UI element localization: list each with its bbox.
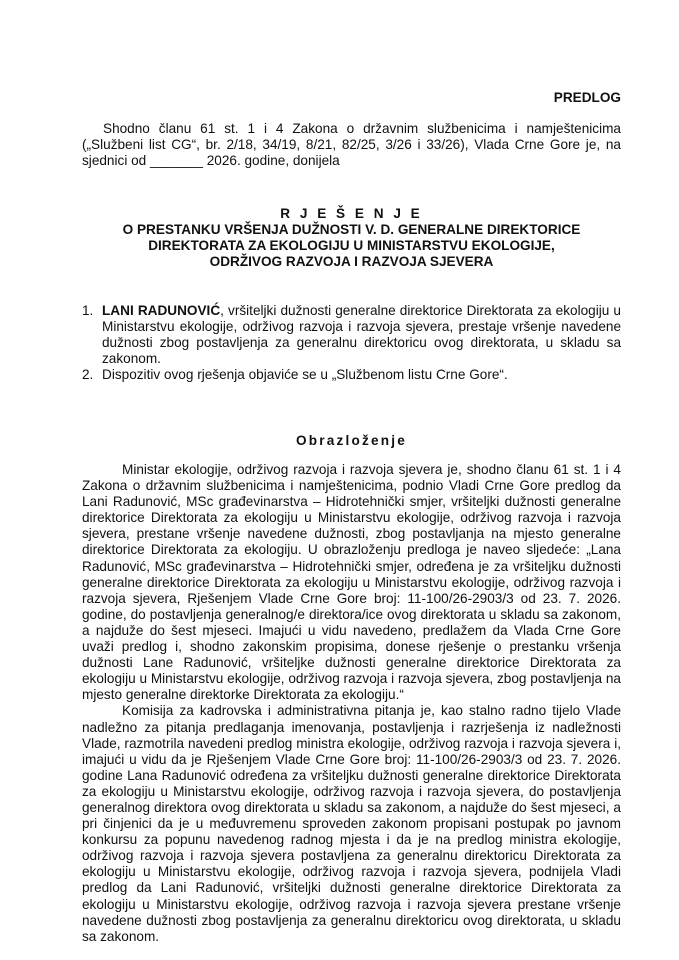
decision-items xyxy=(82,303,621,383)
explanation-paragraph-2: Komisija za kadrovska i administrativna pitanja je, kao stalno radno tijelo Vlade nadležno za pitanja predlaganja imenovanja, postavljenja i razrješenja iz nadležnosti Vlade, razmotrila navedeni predlog ministra ekologije, održivog razvoja i razvoja sjevera i, imajući u vidu da je Rješenjem Vlade Crne Gore broj: 11-100/26-2903/3 od 23. 7. 2026. godine Lana Radunović određena za vršiteljku dužnosti generalne direktorice Direktorata za ekologiju u Ministarstvu ekologije, održivog razvoja i razvoja sjevera, do postavljenja generalnog direktora ovog direktorata u skladu sa zakonom, a najduže do šest mjeseci, a pri činjenici da je u međuvremenu sproveden zakonom propisani postupak po javnom konkursu za popunu navedenog radnog mjesta i da je na predlog ministra ekologije, održivog razvoja i razvoja sjevera postavljena za generalnu direktoricu Direktorata za ekologiju u Ministarstvu ekologije, održivog razvoja i razvoja sjevera, podnijela Vladi predlog da Lani Radunović, vršiteljki dužnosti generalne direktorice Direktorata za ekologiju u Ministarstvu ekologije, održivog razvoja i razvoja sjevera prestane vršenje navedene dužnosti zbog postavljenja za generalnu direktoricu ovog direktorata, u skladu sa zakonom. xyxy=(82,703,621,944)
item-number: 2. xyxy=(82,367,94,383)
decision-item-1 xyxy=(82,303,621,367)
person-name: LANI RADUNOVIĆ xyxy=(102,303,221,318)
title-line-1: R J E Š E N J E xyxy=(280,206,423,221)
explanation-title: Obrazloženje xyxy=(295,433,407,448)
title-line-2: O PRESTANKU VRŠENJA DUŽNOSTI V. D. GENERALNE DIREKTORICE xyxy=(122,222,581,237)
item-text: , vršiteljki dužnosti generalne direktorice Direktorata za ekologiju u Ministarstvu ekologije, održivog razvoja i razvoja sjevera, prestaje vršenje navedene dužnosti zbog postavljenja za generalnu direktoricu ovog direktorata, u skladu sa zakonom. xyxy=(102,303,621,367)
decision-item-2 xyxy=(82,367,621,383)
explanation-paragraph-1: Ministar ekologije, održivog razvoja i razvoja sjevera je, shodno članu 61 st. 1 i 4 Zakona o državnim službenicima i namještenicima, podnio Vladi Crne Gore predlog da Lani Radunović, MSc građevinarstva – Hidrotehnički smjer, vršiteljki dužnosti generalne direktorice Direktorata za ekologiju u Ministarstvu ekologije, održivog razvoja i razvoja sjevera, prestane vršenje navedene dužnosti, zbog postavljanja na mjesto generalne direktorice Direktorata za ekologiju. U obrazloženju predloga je naveo sljedeće: „Lana Radunović, MSc građevinarstva – Hidrotehnički smjer, određena je za vršiteljku dužnosti generalne direktorice Direktorata za ekologiju u Ministarstvu ekologije, održivog razvoja i razvoja sjevera, Rješenjem Vlade Crne Gore broj: 11-100/26-2903/3 od 23. 7. 2026. godine, do postavljenja generalnog/e direktora/ice ovog direktorata u skladu sa zakonom, a najduže do šest mjeseci. Imajući u vidu navedeno, predlažem da Vlada Crne Gore uvaži predlog i, shodno zakonskim propisima, donese rješenje o prestanku vršenja dužnosti Lane Radunović, vršiteljke dužnosti generalne direktorice Direktorata za ekologiju u Ministarstvu ekologije, održivog razvoja i razvoja sjevera, zbog postavljenja na mjesto generalne direktorke Direktorata za ekologiju.“ xyxy=(82,462,621,703)
explanation-body xyxy=(82,462,621,945)
document-label: PREDLOG xyxy=(553,90,621,105)
title-line-4: ODRŽIVOG RAZVOJA I RAZVOJA SJEVERA xyxy=(209,254,494,269)
decision-title xyxy=(82,206,621,270)
title-line-3: DIREKTORATA ZA EKOLOGIJU U MINISTARSTVU EKOLOGIJE, xyxy=(148,238,555,253)
item-number: 1. xyxy=(82,303,94,318)
intro-paragraph: Shodno članu 61 st. 1 i 4 Zakona o državnim službenicima i namještenicima („Službeni list CG“, br. 2/18, 34/19, 8/21, 82/25, 3/26 i 33/26), Vlada Crne Gore je, na sjednici od _______ 2026. godine, donijela xyxy=(82,121,621,169)
item-text: Dispozitiv ovog rješenja objaviće se u „Službenom listu Crne Gore“. xyxy=(102,367,508,383)
